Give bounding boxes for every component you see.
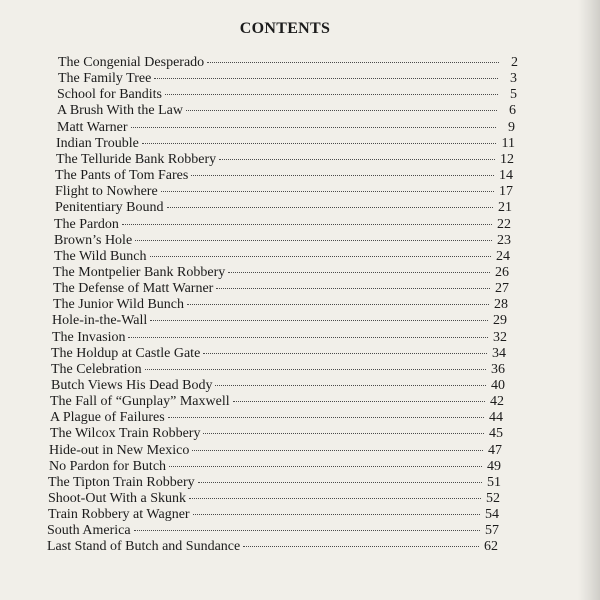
toc-entry [51,345,506,362]
toc-entry-title: Shoot-Out With a Skunk [48,491,187,506]
toc-entry [53,296,508,313]
toc-entry-page: 42 [490,394,504,409]
toc-entry-page: 17 [499,184,513,199]
toc-entry-title: No Pardon for Butch [49,459,167,474]
toc-entry-page: 44 [489,410,503,425]
dot-leader [233,401,485,402]
toc-entry [48,506,499,523]
toc-entry-page: 34 [492,346,506,361]
toc-entry-title: The Holdup at Castle Gate [51,346,201,361]
toc-entry-page: 12 [500,152,514,167]
toc-entry-title: Flight to Nowhere [55,184,158,199]
dot-leader [134,530,480,531]
toc-entry-title: The Congenial Desperado [58,55,205,70]
toc-entry-title: Butch Views His Dead Body [51,378,213,393]
toc-entry-title: Hole-in-the-Wall [52,313,148,328]
toc-entry [57,86,517,103]
toc-entry-title: School for Bandits [57,87,162,102]
toc-entry [51,377,505,394]
dot-leader [150,320,488,321]
toc-entry-title: Brown’s Hole [54,233,133,248]
dot-leader [189,498,481,499]
toc-entry [57,119,515,136]
toc-entry [50,393,504,410]
toc-entry-page: 40 [491,378,505,393]
toc-entry [48,490,500,507]
toc-entry-page: 22 [497,217,511,232]
toc-entry-page: 62 [484,539,498,554]
toc-entry [58,70,517,87]
dot-leader [193,514,480,515]
dot-leader [168,417,484,418]
toc-entry-title: The Celebration [51,362,142,377]
toc-entry-title: The Tipton Train Robbery [48,475,195,490]
toc-entry [54,216,511,233]
toc-entry-title: The Wilcox Train Robbery [50,426,201,441]
toc-entry [54,248,510,265]
toc-entry [56,135,515,152]
dot-leader [243,546,479,547]
toc-entry-page: 6 [509,103,516,118]
toc-entry [55,167,513,184]
dot-leader [131,127,496,128]
dot-leader [165,94,498,95]
toc-entry [53,280,509,297]
toc-entry-title: Train Robbery at Wagner [48,507,190,522]
dot-leader [228,272,490,273]
dot-leader [135,240,492,241]
toc-entry-page: 9 [508,120,515,135]
dot-leader [154,78,498,79]
toc-entry-page: 49 [487,459,501,474]
dot-leader [128,337,488,338]
dot-leader [215,385,486,386]
toc-entry-page: 27 [495,281,509,296]
toc-entry [50,425,503,442]
toc-entry [55,199,512,216]
toc-entry-page: 3 [510,71,517,86]
toc-entry-page: 52 [486,491,500,506]
toc-entry-title: The Telluride Bank Robbery [56,152,217,167]
dot-leader [187,304,489,305]
toc-entry [53,264,509,281]
dot-leader [216,288,490,289]
toc-entry [56,151,514,168]
dot-leader [191,175,494,176]
toc-entry [51,361,505,378]
dot-leader [192,450,483,451]
dot-leader [161,191,494,192]
toc-entry-title: Matt Warner [57,120,128,135]
toc-entry-title: The Invasion [52,330,126,345]
toc-entry [52,312,507,329]
toc-entry-page: 23 [497,233,511,248]
toc-entry-page: 45 [489,426,503,441]
dot-leader [203,353,487,354]
dot-leader [167,207,494,208]
toc-entry [52,329,507,346]
toc-entry-title: The Pardon [54,217,119,232]
toc-entry-title: Hide-out in New Mexico [49,443,190,458]
toc-entry-page: 2 [511,55,518,70]
toc-entry-title: The Family Tree [58,71,152,86]
toc-entry [47,538,498,555]
page-title: CONTENTS [239,20,331,37]
toc-entry-page: 29 [493,313,507,328]
toc-entry-title: The Junior Wild Bunch [53,297,184,312]
toc-entry [54,232,511,249]
toc-entry-page: 57 [485,523,499,538]
toc-entry [58,54,518,71]
toc-entry-title: A Brush With the Law [57,103,183,118]
toc-entry-page: 24 [496,249,510,264]
toc-entry [47,522,499,539]
dot-leader [203,433,484,434]
toc-entry-title: The Wild Bunch [54,249,147,264]
dot-leader [150,256,492,257]
dot-leader [198,482,482,483]
toc-entry-page: 11 [501,136,515,151]
toc-entry [55,183,513,200]
toc-entry-title: The Defense of Matt Warner [53,281,214,296]
toc-entry-page: 21 [498,200,512,215]
dot-leader [145,369,486,370]
dot-leader [186,110,497,111]
toc-entry-page: 5 [510,87,517,102]
toc-entry-title: Last Stand of Butch and Sundance [47,539,241,554]
toc-entry-page: 14 [499,168,513,183]
toc-entry-page: 54 [485,507,499,522]
toc-entry [48,474,501,491]
dot-leader [142,143,496,144]
toc-entry-title: A Plague of Failures [50,410,165,425]
toc-entry-page: 51 [487,475,501,490]
toc-entry [49,458,501,475]
toc-entry [50,409,503,426]
dot-leader [169,466,482,467]
toc-entry-page: 47 [488,443,502,458]
toc-entry-title: The Montpelier Bank Robbery [53,265,226,280]
toc-entry-page: 26 [495,265,509,280]
toc-entry [49,442,502,459]
toc-entry [57,102,516,119]
dot-leader [122,224,492,225]
toc-entry-title: South America [47,523,131,538]
toc-entry-page: 28 [494,297,508,312]
dot-leader [207,62,499,63]
toc-entry-title: Penitentiary Bound [55,200,164,215]
toc-entry-title: Indian Trouble [56,136,139,151]
binding-shadow [578,0,600,600]
toc-entry-page: 32 [493,330,507,345]
toc-entry-title: The Pants of Tom Fares [55,168,189,183]
toc-entry-title: The Fall of “Gunplay” Maxwell [50,394,230,409]
toc-entry-page: 36 [491,362,505,377]
dot-leader [219,159,495,160]
